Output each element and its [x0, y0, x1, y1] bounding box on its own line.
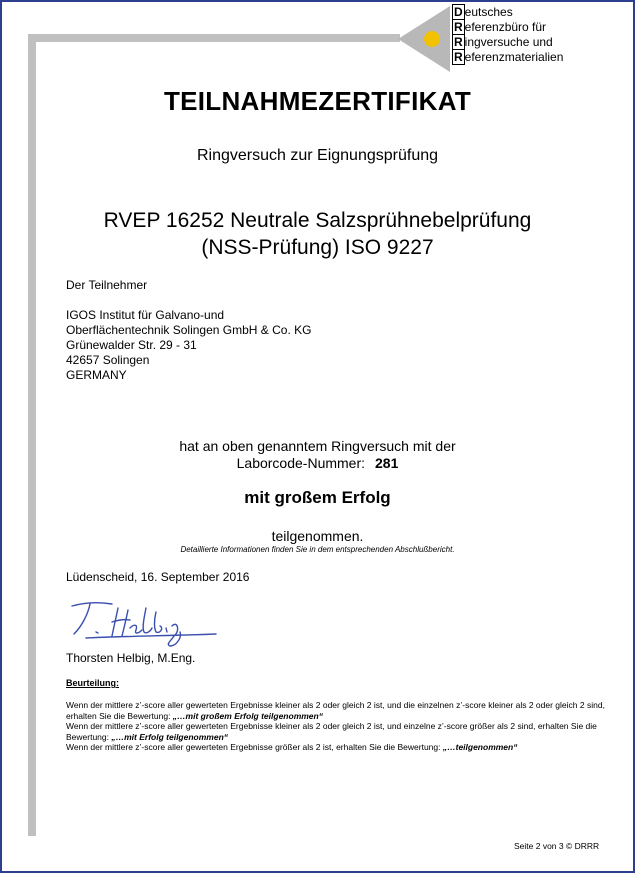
address-line: 42657 Solingen: [66, 353, 150, 367]
decorative-bar-top: [28, 34, 400, 42]
logo-line: D eutsches: [454, 5, 513, 19]
certificate-subtitle: Ringversuch zur Eignungsprüfung: [196, 147, 439, 164]
result-text: mit großem Erfolg: [244, 488, 391, 507]
assessment-heading: Beurteilung:: [66, 678, 119, 688]
rule-item: Wenn der mittlere z’-score aller gewerteten Ergebnisse kleiner als 2 oder gleich 2 ist, und einzelne z’-score größer als 2 sind, erhalten Sie die Bewertung: „…mit Erfolg teilgenommen“: [66, 721, 597, 742]
logo-line: R ingversuche und: [454, 35, 553, 49]
page-footer: Seite 2 von 3 © DRRR: [514, 841, 600, 851]
date-line: Lüdenscheid, 16. September 2016: [66, 570, 250, 584]
statement-line: hat an oben genanntem Ringversuch mit der: [179, 438, 456, 454]
signature-image: [66, 598, 226, 648]
address-line: Oberflächentechnik Solingen GmbH & Co. KG: [66, 323, 312, 337]
participant-label: Der Teilnehmer: [66, 278, 148, 292]
logo-line: R eferenzbüro für: [454, 20, 547, 34]
test-name: [0, 207, 635, 261]
address-line: IGOS Institut für Galvano-und: [66, 308, 225, 322]
statement: [0, 438, 635, 472]
labcode-line: [0, 455, 635, 472]
participated-text: teilgenommen.: [271, 528, 364, 544]
detail-note: Detaillierte Informationen finden Sie in dem entsprechenden Abschlußbericht.: [180, 545, 455, 554]
logo-text: [452, 5, 563, 65]
test-name-line2: (NSS-Prüfung) ISO 9227: [201, 236, 434, 259]
signer-name: Thorsten Helbig, M.Eng.: [66, 651, 196, 665]
address-line: Grünewalder Str. 29 - 31: [66, 338, 197, 352]
certificate-title: TEILNAHMEZERTIFIKAT: [163, 86, 472, 116]
logo-line: R eferenzmaterialien: [454, 50, 564, 64]
rule-item: Wenn der mittlere z’-score aller gewerteten Ergebnisse kleiner als 2 oder gleich 2 ist, und die einzelnen z’-score kleiner als 2 oder gleich 2 sind, erhalten Sie die Bewertung: „…mit großem Erfolg teilgenommen“: [66, 700, 605, 721]
assessment-rules: [66, 700, 606, 753]
labcode-value: 281: [375, 455, 399, 471]
test-name-line1: RVEP 16252 Neutrale Salzsprühnebelprüfung: [103, 209, 532, 232]
rule-item: Wenn der mittlere z’-score aller gewerteten Ergebnisse größer als 2 ist, erhalten Sie die Bewertung: „…teilgenommen“: [66, 742, 518, 752]
participant-address: [66, 308, 311, 383]
address-line: GERMANY: [66, 368, 127, 382]
labcode-label: Laborcode-Nummer:: [236, 455, 366, 471]
